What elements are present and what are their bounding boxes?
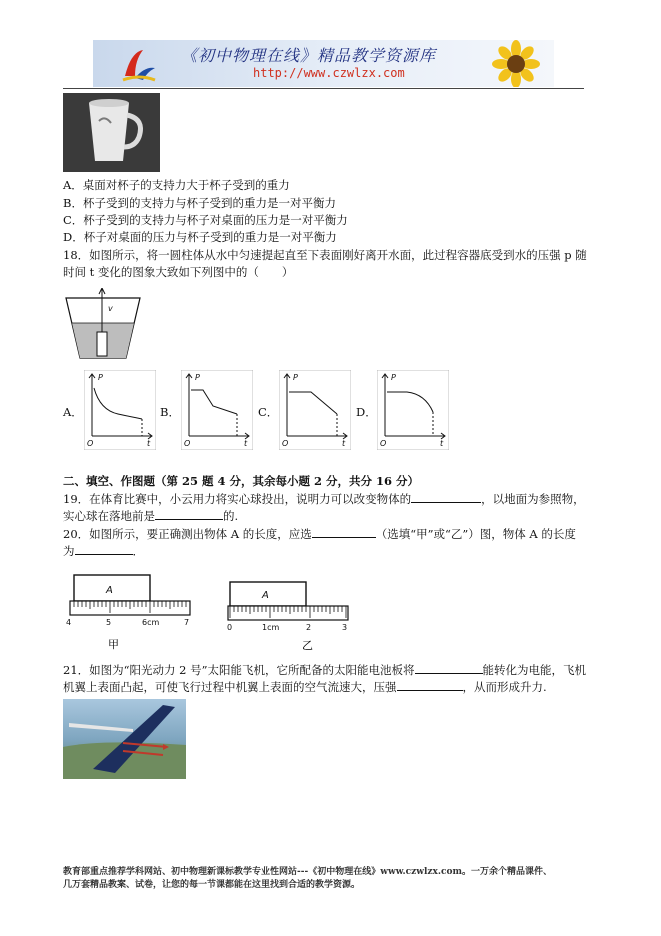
graph-a[interactable] bbox=[84, 370, 156, 450]
cup-icon bbox=[63, 93, 160, 172]
yi-label: 乙 bbox=[302, 639, 313, 652]
graph-c-t-label: t bbox=[342, 439, 346, 448]
graph-b-t-label: t bbox=[244, 439, 248, 448]
q17-option-c: C．杯子受到的支持力与杯子对桌面的压力是一对平衡力 bbox=[63, 213, 348, 227]
graph-d-origin: O bbox=[380, 439, 387, 448]
graph-a-t-label: t bbox=[147, 439, 151, 448]
graph-a-origin: O bbox=[87, 439, 94, 448]
q19-line2-b: 的. bbox=[223, 509, 239, 523]
header-rule bbox=[63, 88, 584, 89]
yi-tick-1cm: 1cm bbox=[262, 623, 280, 632]
footer-line1: 教育部重点推荐学科网站、初中物理新课标教学专业性网站---《初中物理在线》www.czwlzx.com。一万余个精品课件、 bbox=[63, 867, 553, 877]
q19-line2 bbox=[63, 508, 238, 523]
graph-d-p-label: P bbox=[391, 373, 396, 382]
q20-line2-b: ． bbox=[132, 544, 144, 558]
q21-line1-a: 21．如图为“阳光动力 2 号”太阳能飞机，它所配备的太阳能电池板将 bbox=[63, 663, 415, 677]
q21-line2-b: ，从而形成升力. bbox=[462, 680, 547, 694]
q20-line1 bbox=[63, 526, 576, 541]
banner-title: 《初中物理在线》精品教学资源库 bbox=[181, 46, 437, 65]
q21-blank-1[interactable] bbox=[415, 662, 483, 674]
logo-icon bbox=[121, 46, 157, 82]
q19-blank-2[interactable] bbox=[155, 508, 223, 520]
jia-tick-7: 7 bbox=[184, 618, 190, 627]
jia-block-label: A bbox=[106, 585, 113, 596]
q20-line2 bbox=[63, 543, 144, 558]
graph-c[interactable] bbox=[279, 370, 351, 450]
jia-tick-4: 4 bbox=[66, 618, 72, 627]
q21-line1 bbox=[63, 662, 586, 677]
yi-tick-3: 3 bbox=[342, 623, 348, 632]
jia-tick-5: 5 bbox=[106, 618, 112, 627]
q18-line2: 时间 t 变化的图象大致如下列图中的（ ） bbox=[63, 265, 294, 279]
q18-container-figure bbox=[63, 288, 143, 360]
graph-c-origin: O bbox=[282, 439, 289, 448]
yi-tick-2: 2 bbox=[306, 623, 312, 632]
q18-option-c-label: C． bbox=[258, 405, 279, 419]
graph-a-p-label: P bbox=[98, 373, 103, 382]
q18-option-d-label: D． bbox=[356, 405, 377, 419]
q20-line1-b: （选填“甲”或“乙”）图，物体 A 的长度 bbox=[375, 527, 576, 541]
q19-line1 bbox=[63, 491, 585, 506]
footer-line2: 几万套精品教案、试卷，让您的每一节课都能在这里找到合适的教学资源。 bbox=[63, 880, 361, 890]
q19-line2-a: 实心球在落地前是 bbox=[63, 509, 155, 523]
jia-tick-6cm: 6cm bbox=[142, 618, 160, 627]
q20-blank-1[interactable] bbox=[312, 526, 376, 538]
ruler-figure-jia bbox=[66, 571, 196, 651]
yi-tick-0: 0 bbox=[227, 623, 233, 632]
graph-d-t-label: t bbox=[440, 439, 444, 448]
q19-line1-a: 19．在体育比赛中，小云用力将实心球投出，说明力可以改变物体的 bbox=[63, 492, 412, 506]
section-heading: 二、填空、作图题（第 25 题 4 分，其余每小题 2 分，共分 16 分） bbox=[63, 474, 420, 488]
q21-line2 bbox=[63, 679, 547, 694]
graph-c-p-label: P bbox=[293, 373, 298, 382]
cup-photo bbox=[63, 93, 160, 172]
q17-option-b: B．杯子受到的支持力与杯子受到的重力是一对平衡力 bbox=[63, 196, 336, 210]
banner-url: http://www.czwlzx.com bbox=[253, 66, 405, 80]
solar-plane-photo bbox=[63, 699, 186, 779]
velocity-label: v bbox=[108, 304, 113, 313]
q20-line1-a: 20．如图所示，要正确测出物体 A 的长度，应选 bbox=[63, 527, 312, 541]
graph-b-p-label: P bbox=[195, 373, 200, 382]
q20-blank-2[interactable] bbox=[75, 543, 133, 555]
q18-line1: 18．如图所示，将一圆柱体从水中匀速提起直至下表面刚好离开水面，此过程容器底受到水的压强 p 随 bbox=[63, 248, 587, 262]
graph-b-origin: O bbox=[184, 439, 191, 448]
ruler-figure-yi bbox=[224, 578, 354, 653]
q17-option-a: A．桌面对杯子的支持力大于杯子受到的重力 bbox=[63, 178, 290, 192]
yi-block-label: A bbox=[262, 590, 269, 601]
q19-line1-b: ，以地面为参照物， bbox=[481, 492, 585, 506]
q21-line2-a: 机翼上表面凸起，可使飞行过程中机翼上表面的空气流速大，压强 bbox=[63, 680, 397, 694]
sunflower-icon bbox=[478, 40, 554, 87]
q18-option-a-label: A． bbox=[63, 405, 83, 419]
q21-line1-b: 能转化为电能，飞机 bbox=[482, 663, 587, 677]
jia-label: 甲 bbox=[108, 638, 119, 651]
graph-b[interactable] bbox=[181, 370, 253, 450]
graph-d[interactable] bbox=[377, 370, 449, 450]
q21-blank-2[interactable] bbox=[397, 679, 463, 691]
q20-line2-a: 为 bbox=[63, 544, 75, 558]
header-banner bbox=[93, 40, 554, 87]
q17-option-d: D．杯子对桌面的压力与杯子受到的重力是一对平衡力 bbox=[63, 230, 337, 244]
q18-option-b-label: B． bbox=[160, 405, 180, 419]
q19-blank-1[interactable] bbox=[411, 491, 481, 503]
